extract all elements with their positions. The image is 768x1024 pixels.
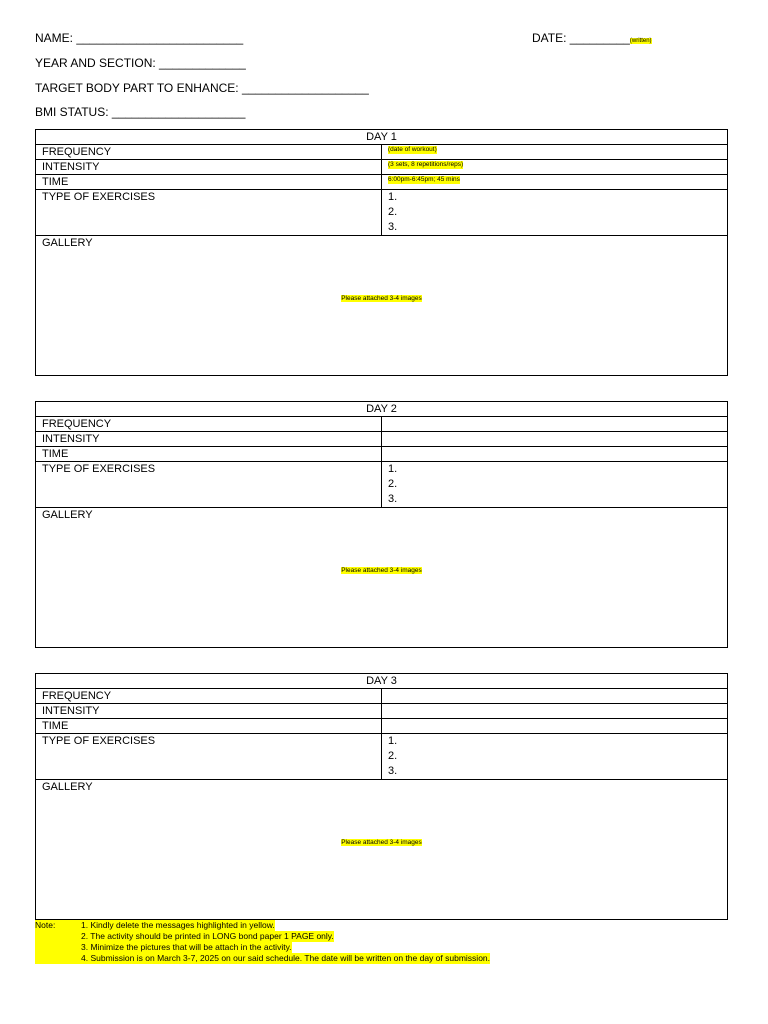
- exercises-cell[interactable]: [382, 734, 728, 780]
- exercises-cell[interactable]: [382, 190, 728, 236]
- day-2-table: [35, 401, 728, 648]
- date-hint: (written): [629, 38, 652, 44]
- exercise-1: 1.: [388, 191, 398, 203]
- note-item: 2. The activity should be printed in LONG bond paper 1 PAGE only.: [81, 931, 334, 941]
- bmi-status-label: BMI STATUS: ____________________: [35, 105, 246, 119]
- gallery-cell[interactable]: [36, 780, 728, 920]
- exercise-1: 1.: [388, 735, 398, 747]
- year-section-label: YEAR AND SECTION: _____________: [35, 56, 246, 70]
- gallery-hint: Please attached 3-4 images: [341, 839, 422, 846]
- date-label: DATE: _________: [532, 31, 630, 45]
- gallery-cell[interactable]: [36, 508, 728, 648]
- time-cell[interactable]: [382, 447, 728, 462]
- exercise-2: 2.: [388, 478, 398, 490]
- intensity-cell[interactable]: [382, 432, 728, 447]
- type-of-exercises-label: TYPE OF EXERCISES: [36, 462, 382, 508]
- time-cell[interactable]: [382, 175, 728, 190]
- name-field[interactable]: [35, 31, 243, 45]
- type-of-exercises-label: TYPE OF EXERCISES: [36, 734, 382, 780]
- intensity-label: INTENSITY: [36, 160, 382, 175]
- note-item: 1. Kindly delete the messages highlighted in yellow.: [81, 920, 275, 930]
- gallery-cell[interactable]: [36, 236, 728, 376]
- bmi-status-field[interactable]: [35, 105, 245, 119]
- exercise-1: 1.: [388, 463, 398, 475]
- name-label: NAME: _________________________: [35, 31, 244, 45]
- notes-spacer: [35, 942, 81, 953]
- time-hint: 6:00pm-6:45pm; 45 mins: [388, 176, 460, 183]
- time-label: TIME: [36, 447, 382, 462]
- day-1-table: [35, 129, 728, 376]
- gallery-label: GALLERY: [42, 237, 93, 249]
- day-3-title: DAY 3: [36, 674, 728, 689]
- frequency-cell[interactable]: [382, 689, 728, 704]
- frequency-hint: (date of workout): [388, 146, 437, 153]
- time-label: TIME: [36, 175, 382, 190]
- exercise-2: 2.: [388, 206, 398, 218]
- day-3-table: [35, 673, 728, 920]
- notes-section: [35, 920, 490, 964]
- exercise-3: 3.: [388, 221, 398, 233]
- target-body-part-field[interactable]: [35, 81, 369, 95]
- intensity-label: INTENSITY: [36, 704, 382, 719]
- notes-spacer: [35, 931, 81, 942]
- day-1-title: DAY 1: [36, 130, 728, 145]
- date-field[interactable]: [532, 31, 652, 48]
- year-section-field[interactable]: [35, 56, 246, 70]
- frequency-label: FREQUENCY: [36, 689, 382, 704]
- notes-label: Note:: [35, 920, 81, 931]
- gallery-hint: Please attached 3-4 images: [341, 295, 422, 302]
- note-item: 3. Minimize the pictures that will be attach in the activity.: [81, 942, 292, 952]
- frequency-label: FREQUENCY: [36, 145, 382, 160]
- frequency-cell[interactable]: [382, 417, 728, 432]
- exercise-2: 2.: [388, 750, 398, 762]
- notes-spacer: [35, 953, 81, 964]
- gallery-hint: Please attached 3-4 images: [341, 567, 422, 574]
- intensity-label: INTENSITY: [36, 432, 382, 447]
- intensity-cell[interactable]: [382, 160, 728, 175]
- note-item: 4. Submission is on March 3-7, 2025 on our said schedule. The date will be written on the day of submission.: [81, 953, 491, 963]
- exercises-cell[interactable]: [382, 462, 728, 508]
- time-cell[interactable]: [382, 719, 728, 734]
- gallery-label: GALLERY: [42, 509, 93, 521]
- exercise-3: 3.: [388, 765, 398, 777]
- intensity-hint: (3 sets, 8 repetitions/reps): [388, 161, 464, 168]
- day-2-title: DAY 2: [36, 402, 728, 417]
- gallery-label: GALLERY: [42, 781, 93, 793]
- intensity-cell[interactable]: [382, 704, 728, 719]
- time-label: TIME: [36, 719, 382, 734]
- frequency-cell[interactable]: [382, 145, 728, 160]
- target-body-part-label: TARGET BODY PART TO ENHANCE: ___________________: [35, 81, 369, 95]
- exercise-3: 3.: [388, 493, 398, 505]
- frequency-label: FREQUENCY: [36, 417, 382, 432]
- type-of-exercises-label: TYPE OF EXERCISES: [36, 190, 382, 236]
